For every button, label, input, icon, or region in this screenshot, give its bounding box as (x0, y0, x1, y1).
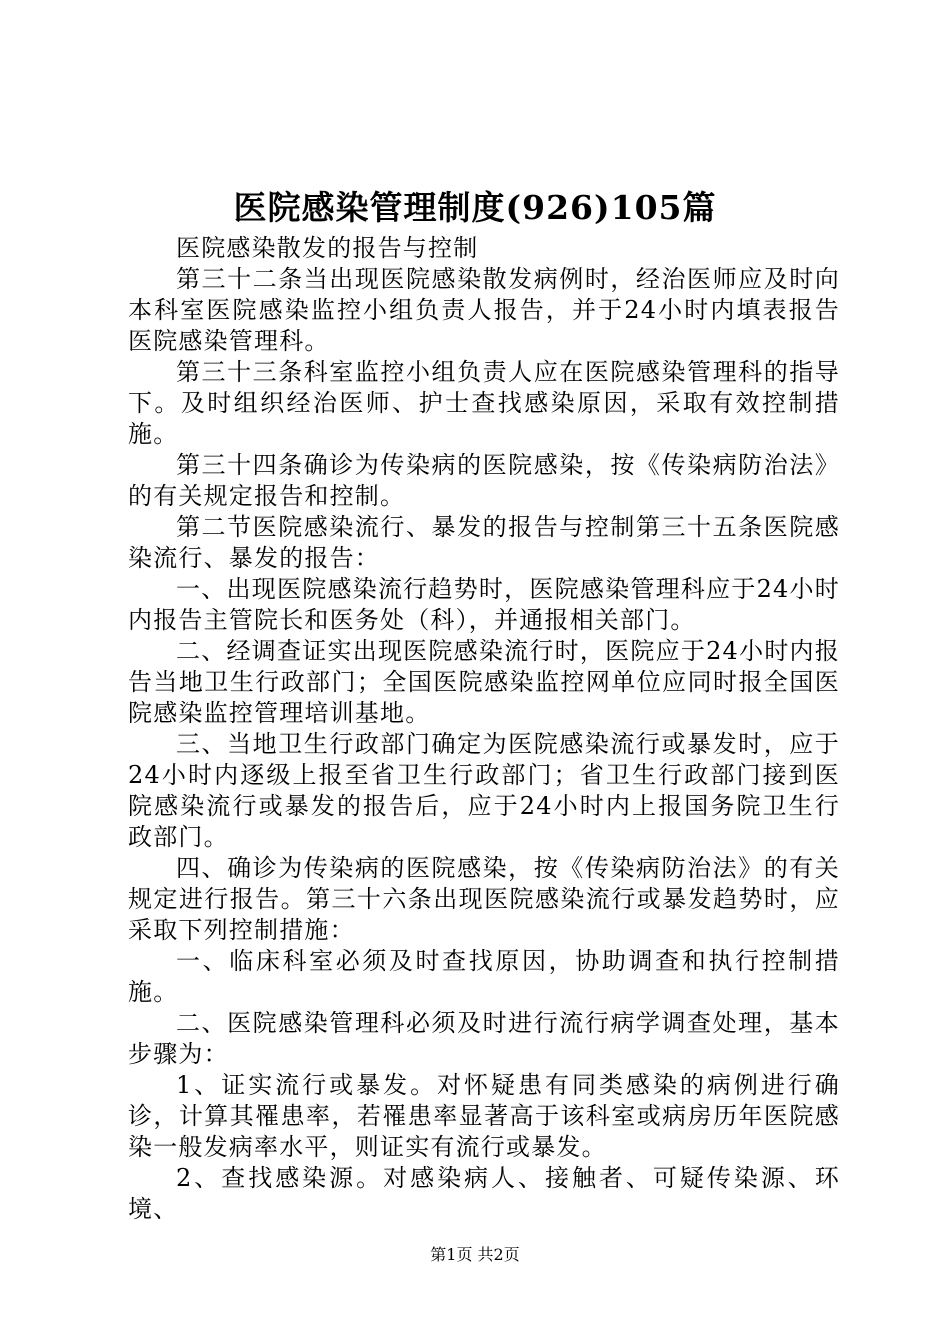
paragraph: 三、当地卫生行政部门确定为医院感染流行或暴发时，应于24小时内逐级上报至省卫生行政部门；省卫生行政部门接到医院感染流行或暴发的报告后，应于24小时内上报国务院卫生行政部门。 (128, 730, 840, 851)
paragraph: 二、医院感染管理科必须及时进行流行病学调查处理，基本步骤为： (128, 1009, 840, 1068)
paragraph: 第三十三条科室监控小组负责人应在医院感染管理科的指导下。及时组织经治医师、护士查找感染原因，采取有效控制措施。 (128, 358, 840, 448)
paragraph: 二、经调查证实出现医院感染流行时，医院应于24小时内报告当地卫生行政部门；全国医院感染监控网单位应同时报全国医院感染监控管理培训基地。 (128, 637, 840, 727)
paragraph: 1、证实流行或暴发。对怀疑患有同类感染的病例进行确诊，计算其罹患率，若罹患率显著高于该科室或病房历年医院感染一般发病率水平，则证实有流行或暴发。 (128, 1071, 840, 1161)
document-title: 医院感染管理制度(926)105篇 (233, 188, 717, 227)
paragraph: 四、确诊为传染病的医院感染，按《传染病防治法》的有关规定进行报告。第三十六条出现医院感染流行或暴发趋势时，应采取下列控制措施： (128, 854, 840, 944)
paragraph: 第二节医院感染流行、暴发的报告与控制第三十五条医院感染流行、暴发的报告： (128, 513, 840, 572)
paragraph: 一、出现医院感染流行趋势时，医院感染管理科应于24小时内报告主管院长和医务处（科），并通报相关部门。 (128, 575, 840, 634)
document-body (128, 233, 840, 1225)
paragraph: 第三十四条确诊为传染病的医院感染，按《传染病防治法》的有关规定报告和控制。 (128, 451, 840, 510)
paragraph: 2、查找感染源。对感染病人、接触者、可疑传染源、环境、 (128, 1164, 840, 1223)
section-heading: 医院感染散发的报告与控制 (176, 234, 479, 262)
paragraph: 一、临床科室必须及时查找原因，协助调查和执行控制措施。 (128, 947, 840, 1006)
paragraph: 第三十二条当出现医院感染散发病例时，经治医师应及时向本科室医院感染监控小组负责人报告，并于24小时内填表报告医院感染管理科。 (128, 265, 840, 355)
page-footer: 第1页 共2页 (430, 1245, 520, 1264)
